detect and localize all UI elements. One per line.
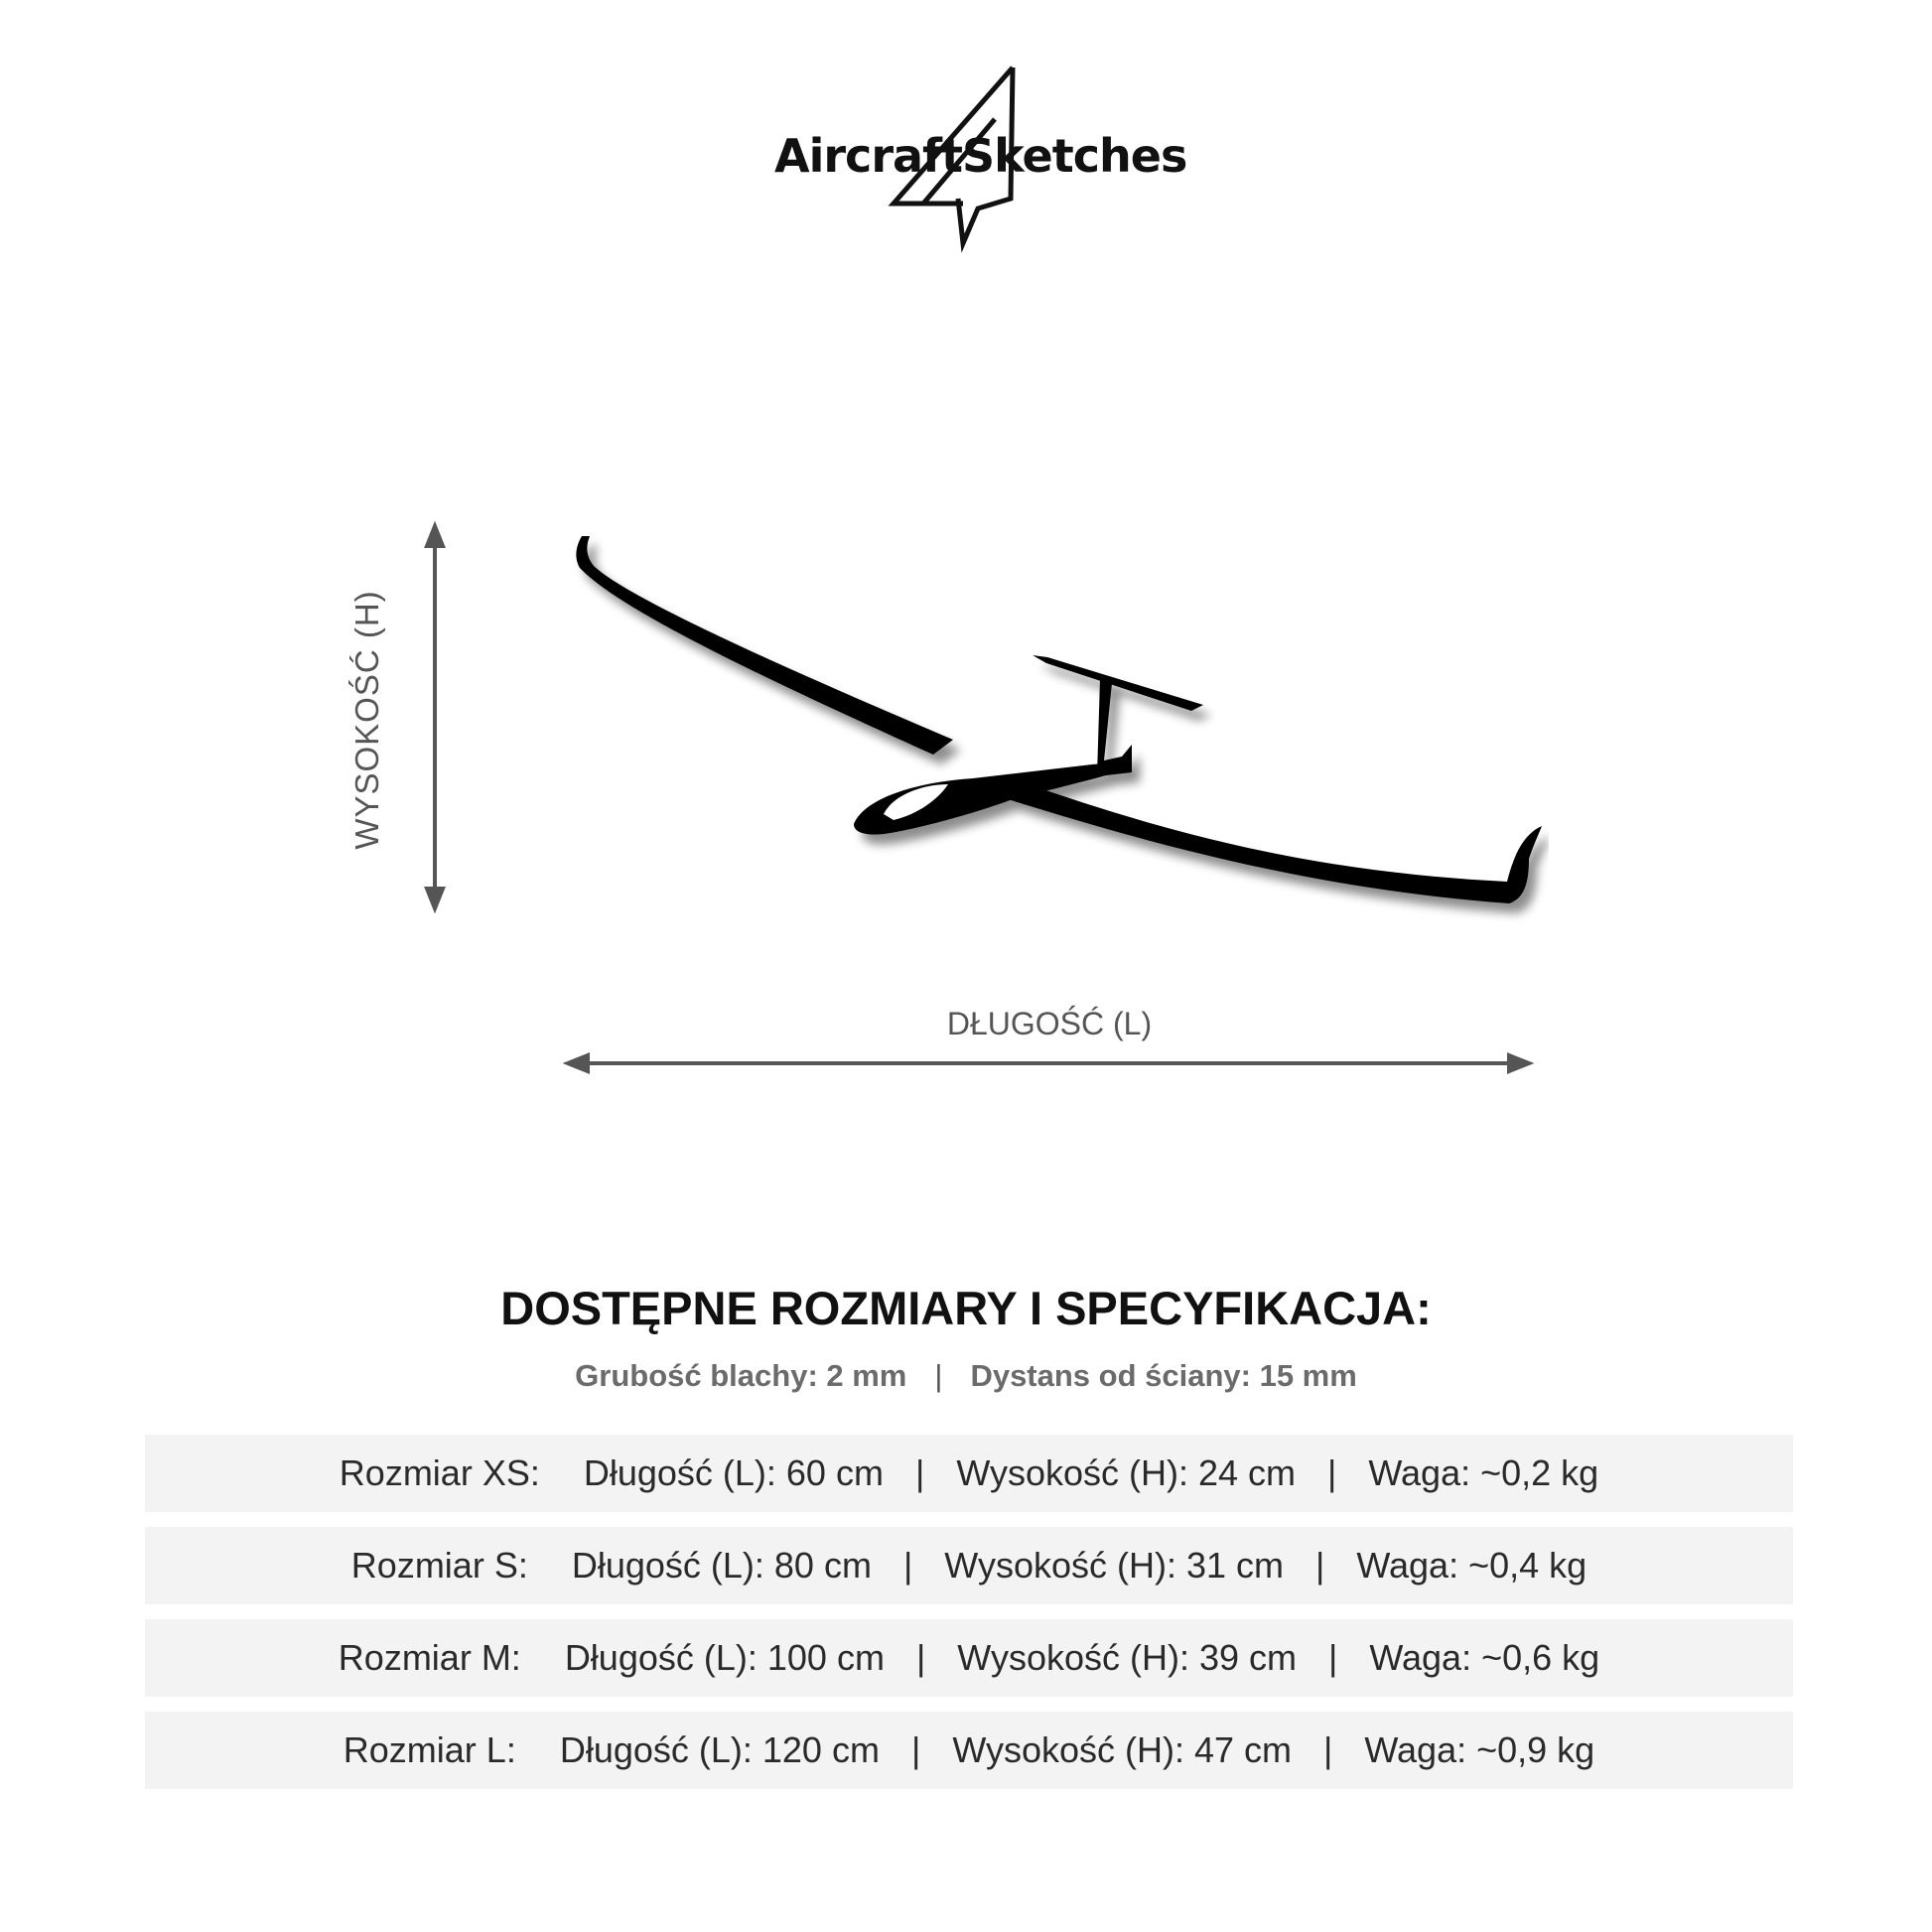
separator: | xyxy=(915,1637,926,1678)
wall-distance: Dystans od ściany: 15 mm xyxy=(970,1358,1357,1393)
separator: | xyxy=(1323,1729,1333,1770)
separator: | xyxy=(902,1545,913,1586)
height-dimension-label: WYSOKOŚĆ (H) xyxy=(348,590,385,850)
separator: | xyxy=(934,1358,943,1393)
size-row-xs xyxy=(145,1435,1793,1512)
weight-value: Waga: ~0,9 kg xyxy=(1364,1729,1595,1770)
logo-wordmark: AircraftSketches xyxy=(774,129,1187,183)
separator: | xyxy=(1328,1637,1338,1678)
height-value: Wysokość (H): 24 cm xyxy=(956,1452,1297,1493)
separator: | xyxy=(1327,1452,1337,1493)
brand-logo xyxy=(764,60,1187,258)
height-value: Wysokość (H): 39 cm xyxy=(957,1637,1298,1678)
length-arrow-left-icon xyxy=(568,1055,588,1071)
size-table xyxy=(145,1435,1793,1804)
size-row-l xyxy=(145,1712,1793,1789)
spec-subtitle xyxy=(0,1358,1932,1394)
length-value: Długość (L): 60 cm xyxy=(583,1452,884,1493)
spec-title: DOSTĘPNE ROZMIARY I SPECYFIKACJA: xyxy=(500,1282,1432,1334)
glider-silhouette-icon xyxy=(556,516,1549,933)
height-value: Wysokość (H): 31 cm xyxy=(944,1545,1285,1586)
separator: | xyxy=(1315,1545,1325,1586)
weight-value: Waga: ~0,2 kg xyxy=(1368,1452,1599,1493)
weight-value: Waga: ~0,4 kg xyxy=(1356,1545,1587,1586)
size-row-s xyxy=(145,1527,1793,1604)
length-value: Długość (L): 80 cm xyxy=(571,1545,872,1586)
separator: | xyxy=(910,1729,921,1770)
weight-value: Waga: ~0,6 kg xyxy=(1369,1637,1600,1678)
length-arrow-right-icon xyxy=(1509,1055,1529,1071)
height-arrow-top-icon xyxy=(427,526,443,546)
size-row-m xyxy=(145,1619,1793,1697)
size-label: Rozmiar S: xyxy=(350,1545,528,1586)
length-dimension-label: DŁUGOŚĆ (L) xyxy=(946,1006,1153,1041)
separator: | xyxy=(914,1452,925,1493)
size-label: Rozmiar XS: xyxy=(339,1452,540,1493)
length-value: Długość (L): 100 cm xyxy=(564,1637,885,1678)
height-value: Wysokość (H): 47 cm xyxy=(952,1729,1293,1770)
length-value: Długość (L): 120 cm xyxy=(559,1729,880,1770)
height-arrow-bottom-icon xyxy=(427,889,443,908)
sheet-thickness: Grubość blachy: 2 mm xyxy=(575,1358,907,1393)
size-label: Rozmiar L: xyxy=(343,1729,516,1770)
size-label: Rozmiar M: xyxy=(338,1637,521,1678)
